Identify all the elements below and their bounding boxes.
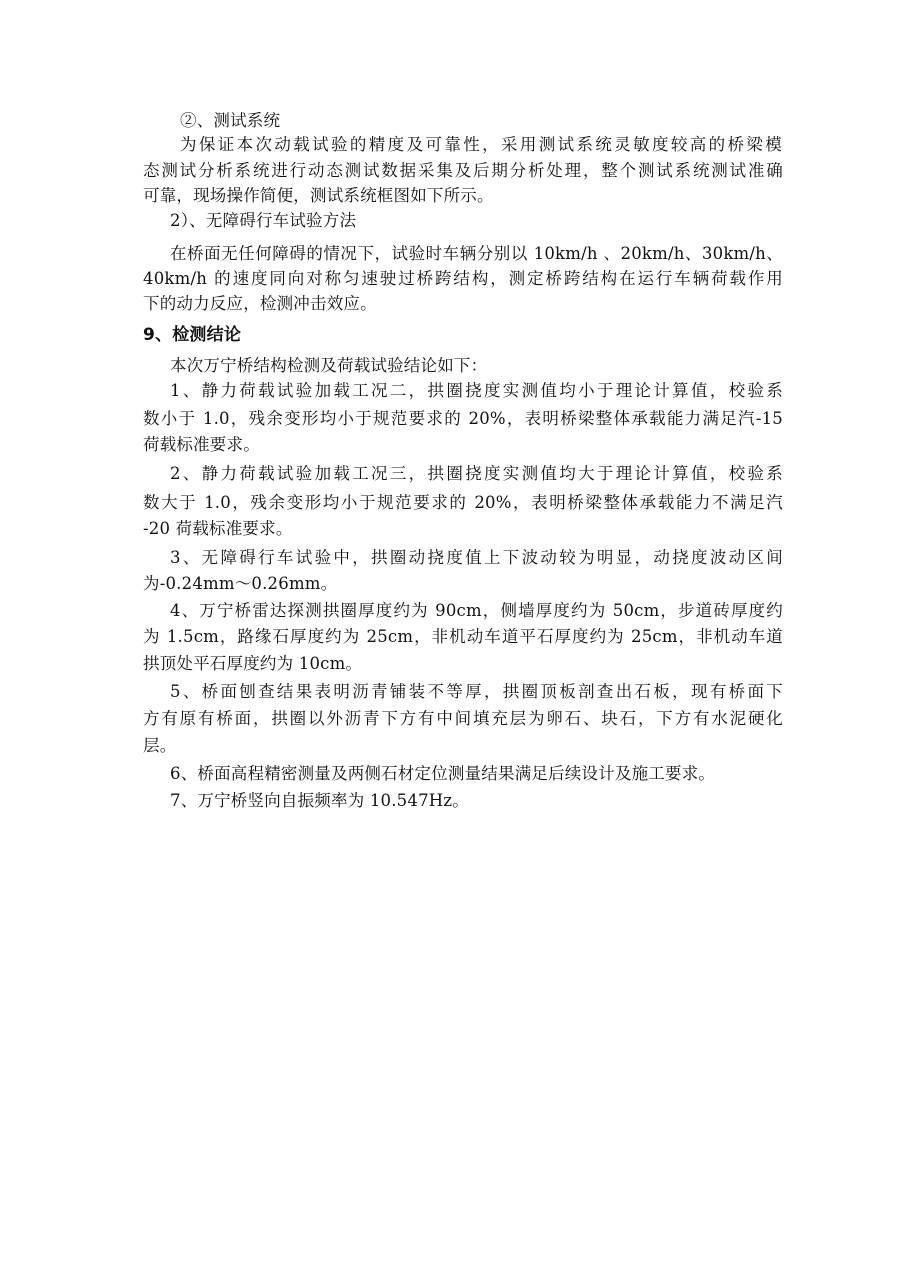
conclusion-item-line: 4、万宁桥雷达探测拱圈厚度约为 90cm，侧墙厚度约为 50cm，步道砖厚度约 [170, 601, 783, 620]
subsection-heading-test-system: ②、测试系统 [180, 111, 281, 130]
conclusion-item-line: 数小于 1.0，残余变形均小于规范要求的 20%，表明桥梁整体承载能力满足汽-15 [143, 409, 783, 428]
paragraph-line: 下的动力反应，检测冲击效应。 [143, 294, 377, 313]
conclusion-item-line: 1、静力荷载试验加载工况二，拱圈挠度实测值均小于理论计算值，校验系 [170, 381, 783, 400]
section-heading-conclusion: 9、检测结论 [143, 325, 242, 345]
conclusion-item-line: 层。 [143, 736, 177, 755]
subsection-heading-barrier-free: 2）、无障碍行车试验方法 [170, 211, 357, 230]
conclusion-item-line: 为 1.5cm，路缘石厚度约为 25cm，非机动车道平石厚度约为 25cm，非机动车道 [143, 627, 783, 646]
conclusion-item-line: 为-0.24mm～0.26mm。 [143, 574, 338, 593]
paragraph-line: 为保证本次动载试验的精度及可靠性，采用测试系统灵敏度较高的桥梁模 [180, 135, 782, 154]
conclusion-item-line: 荷载标准要求。 [143, 435, 260, 454]
paragraph-line: 可靠，现场操作简便，测试系统框图如下所示。 [143, 186, 494, 205]
conclusion-item-line: 方有原有桥面，拱圈以外沥青下方有中间填充层为卵石、块石，下方有水泥硬化 [143, 709, 783, 728]
conclusion-item-line: 5、桥面刨查结果表明沥青铺装不等厚，拱圈顶板剖查出石板，现有桥面下 [170, 682, 783, 701]
paragraph-line: 在桥面无任何障碍的情况下，试验时车辆分别以 10km/h 、20km/h、30km/h、 [170, 244, 783, 263]
conclusion-item-line: 2、静力荷载试验加载工况三，拱圈挠度实测值均大于理论计算值，校验系 [170, 464, 783, 483]
conclusion-item-line: -20 荷载标准要求。 [143, 519, 293, 538]
conclusion-item-line: 3、无障碍行车试验中，拱圈动挠度值上下波动较为明显，动挠度波动区间 [170, 548, 783, 567]
conclusion-item-line: 数大于 1.0，残余变形均小于规范要求的 20%，表明桥梁整体承载能力不满足汽 [143, 493, 783, 512]
paragraph-line: 40km/h 的速度同向对称匀速驶过桥跨结构，测定桥跨结构在运行车辆荷载作用 [143, 269, 783, 288]
conclusion-item-line: 7、万宁桥竖向自振频率为 10.547Hz。 [170, 791, 469, 810]
conclusion-item-line: 6、桥面高程精密测量及两侧石材定位测量结果满足后续设计及施工要求。 [170, 764, 716, 783]
conclusion-item-line: 拱顶处平石厚度约为 10cm。 [143, 654, 363, 673]
paragraph-line: 态测试分析系统进行动态测试数据采集及后期分析处理，整个测试系统测试准确 [143, 161, 783, 180]
conclusion-intro: 本次万宁桥结构检测及荷载试验结论如下： [170, 356, 488, 375]
